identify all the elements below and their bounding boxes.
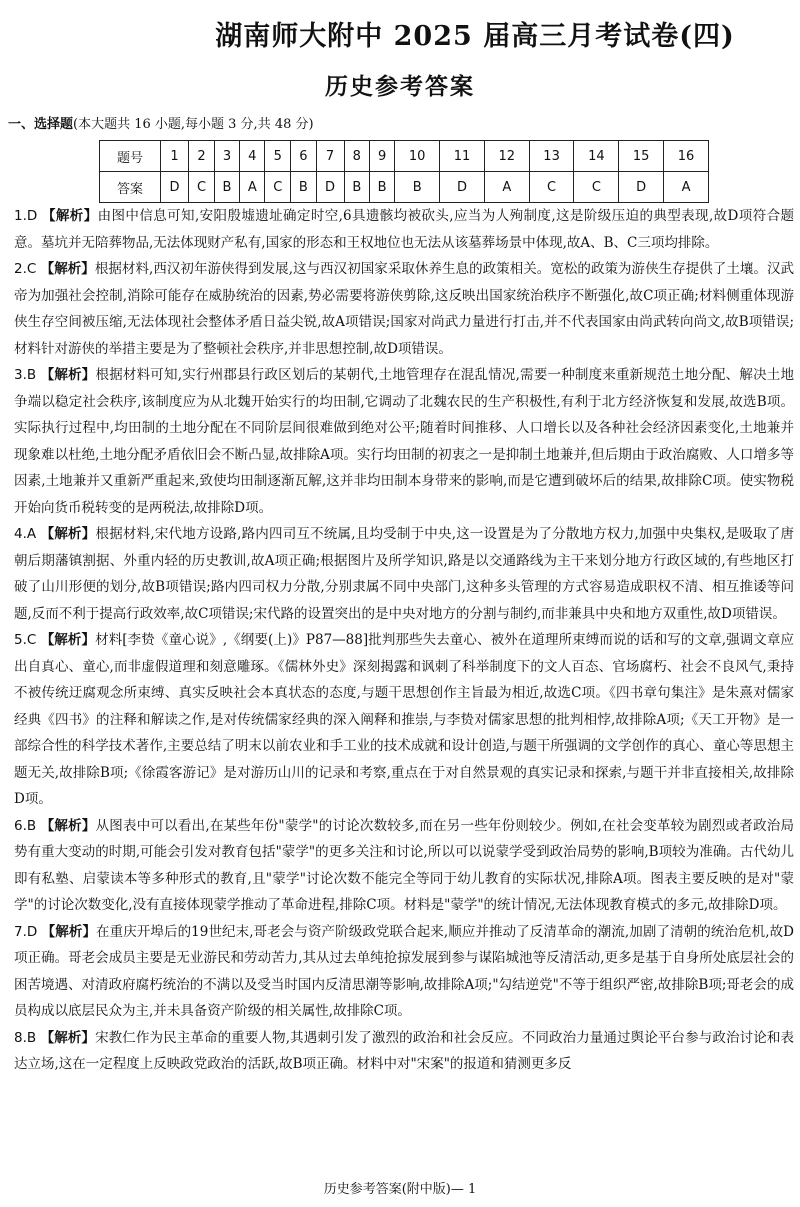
answer-cell: A [664,172,709,203]
explanation-text: 由图中信息可知,安阳殷墟遗址确定时空,6具遗骸均被砍头,应当为人殉制度,这是阶级压迫的典型表现,故D项符合题意。墓坑并无陪葬物品,无法体现财产私有,国家的形态和王权地位也无法从该墓葬场景中体现,故A、B、C三项均排除。 [14,208,795,251]
answer-cell: A [484,172,529,203]
answer-cell: D [161,172,189,203]
explanations [14,203,794,1078]
question-number-cell: 11 [440,141,485,172]
question-number-cell: 14 [574,141,619,172]
question-number-cell: 5 [265,141,291,172]
question-number-cell: 3 [214,141,239,172]
question-number-cell: 1 [161,141,189,172]
explanation-item [14,521,794,627]
answer-cell: C [189,172,215,203]
question-answer-label: 5.C [14,632,37,648]
exam-title: 湖南师大附中 2025 届高三月考试卷(四) [215,21,735,52]
answer-cell: D [619,172,664,203]
answer-cell: B [369,172,394,203]
explanation-text: 根据材料可知,实行州郡县行政区划后的某朝代,土地管理存在混乱情况,需要一种制度来重新规范土地分配、解决土地争端以稳定社会秩序,该制度应为从北魏开始实行的均田制,它调动了北魏农民的生产积极性,有利于北方经济恢复和发展,故选B项。实际执行过程中,均田制的土地分配在不同阶层间很难做到绝对公平;随着时间推移、人口增长以及各种社会经济因素变化,土地兼并现象难以杜绝,土地分配矛盾依旧会不断凸显,故排除A项。实行均田制的初衷之一是抑制土地兼并,但后期由于政治腐败、人口增多等因素,土地兼并又重新严重起来,致使均田制逐渐瓦解,这并非均田制本身带来的影响,而是它遭到破坏后的结果,故排除C项。使实物税开始向货币税转变的是两税法,故排除D项。 [14,367,795,516]
analysis-tag: 【解析】 [40,1029,96,1046]
question-number-cell: 13 [529,141,574,172]
question-answer-label: 1.D [14,208,38,224]
answer-cell: D [440,172,485,203]
analysis-tag: 【解析】 [40,817,96,834]
analysis-tag: 【解析】 [41,208,98,224]
answer-cell: B [214,172,239,203]
explanation-text: 宋教仁作为民主革命的重要人物,其遇刺引发了激烈的政治和社会反应。不同政治力量通过舆论平台参与政治讨论和表达立场,这在一定程度上反映政党政治的活跃,故B项正确。材料中对"宋案"的报道和猜测更多反 [14,1029,794,1072]
answer-cell: B [291,172,316,203]
answer-subtitle: 历史参考答案 [325,73,475,100]
row-label-number: 题号 [100,141,161,172]
question-number-cell: 6 [291,141,316,172]
question-number-cell: 15 [619,141,664,172]
analysis-tag: 【解析】 [41,923,97,940]
question-number-row [100,141,709,172]
explanation-item [14,362,794,521]
question-number-cell: 12 [484,141,529,172]
answer-cell: C [529,172,574,203]
answer-table [99,140,709,203]
row-label-answer: 答案 [100,172,161,203]
explanation-item [14,256,794,362]
question-number-cell: 8 [344,141,369,172]
answer-cell: D [316,172,344,203]
question-number-cell: 2 [189,141,215,172]
analysis-tag: 【解析】 [40,526,96,542]
explanation-item [14,813,794,919]
analysis-tag: 【解析】 [40,261,95,277]
explanation-text: 根据材料,宋代地方设路,路内四司互不统属,且均受制于中央,这一设置是为了分散地方权力,加强中央集权,是吸取了唐朝后期藩镇割据、外重内轻的历史教训,故A项正确;根据图片及所学知识,路是以交通路线为主干来划分地方行政区域的,有些地区打破了山川形便的划分,故B项错误;路内四司权力分散,分别隶属不同中央部门,这种多头管理的方式容易造成职权不清、相互推诿等问题,反而不利于提高行政效率,故C项错误;宋代路的设置突出的是中央对地方的分割与制约,而非兼具中央和地方双重性,故D项错误。 [14,526,795,622]
answer-cell: A [240,172,265,203]
question-number-cell: 7 [316,141,344,172]
question-number-cell: 4 [240,141,265,172]
answer-cell: B [344,172,369,203]
question-answer-label: 8.B [14,1029,37,1046]
question-answer-label: 2.C [14,261,37,277]
question-number-cell: 16 [664,141,709,172]
question-answer-label: 6.B [14,817,37,834]
answer-row [100,172,709,203]
page-footer: 历史参考答案(附中版)— 1 [323,1182,477,1197]
explanation-item [14,1025,794,1078]
section-label: 一、选择题 [8,117,74,132]
explanation-text: 在重庆开埠后的19世纪末,哥老会与资产阶级政党联合起来,顺应并推动了反清革命的潮流,加剧了清朝的统治危机,故D项正确。哥老会成员主要是无业游民和劳动苦力,其从过去单纯抢掠发展到参与谋陷城池等反清活动,更多是基于自身所处底层社会的困苦境遇、对清政府腐朽统治的不满以及受当时国内反清思潮等影响,故排除A项;"勾结逆党"不等于组织严密,故排除B项;哥老会的成员构成以底层民众为主,并未具备资产阶级的相关属性,故排除C项。 [14,923,795,1019]
question-number-cell: 10 [395,141,440,172]
answer-cell: C [265,172,291,203]
explanation-text: 从图表中可以看出,在某些年份"蒙学"的讨论次数较多,而在另一些年份则较少。例如,在社会变革较为剧烈或者政治局势有重大变动的时期,可能会引发对教育包括"蒙学"的更多关注和讨论,所以可以说蒙学受到政治局势的影响,B项较为准确。古代幼儿即有私塾、启蒙读本等多种形式的教育,且"蒙学"讨论次数不能完全等同于幼儿教育的实际状况,排除A项。图表主要反映的是对"蒙学"的讨论次数变化,没有直接体现蒙学推动了革命进程,排除C项。材料是"蒙学"的统计情况,无法体现教育模式的多元,故排除D项。 [14,817,795,913]
analysis-tag: 【解析】 [40,367,96,383]
section-note: (本大题共 16 小题,每小题 3 分,共 48 分) [73,117,314,132]
answer-cell: B [395,172,440,203]
question-answer-label: 4.A [14,526,37,542]
explanation-item [14,627,794,813]
question-answer-label: 3.B [14,367,37,383]
explanation-item [14,203,794,256]
question-number-cell: 9 [369,141,394,172]
explanation-text: 材料[李贽《童心说》,《纲要(上)》P87—88]批判那些失去童心、被外在道理所束缚而说的话和写的文章,强调文章应出自真心、童心,而非虚假道理和刻意雕琢。《儒林外史》深刻揭露和讽刺了科举制度下的文人百态、官场腐朽、社会不良风气,秉持不被传统迂腐观念所束缚、真实反映社会本真状态的态度,与题干思想创作主旨最为相近,故选C项。《四书章句集注》是朱熹对儒家经典《四书》的注释和解读之作,是对传统儒家经典的深入阐释和推崇,与李贽对儒家思想的批判相悖,故排除A项;《天工开物》是一部综合性的科学技术著作,主要总结了明末以前农业和手工业的技术成就和设计创造,与题干所强调的文学创作的真心、童心等思想主题无关,故排除B项;《徐霞客游记》是对游历山川的记录和考察,重点在于对自然景观的真实记录和探索,与题干并非直接相关,故排除D项。 [14,632,794,807]
explanation-item [14,919,794,1025]
question-answer-label: 7.D [14,923,38,940]
analysis-tag: 【解析】 [40,632,96,648]
explanation-text: 根据材料,西汉初年游侠得到发展,这与西汉初国家采取休养生息的政策相关。宽松的政策为游侠生存提供了土壤。汉武帝为加强社会控制,消除可能存在威胁统治的因素,势必需要将游侠剪除,这反映出国家统治秩序不断强化,故C项正确;材料侧重体现游侠生存空间被压缩,无法体现社会整体矛盾日益尖锐,故A项错误;国家对尚武力量进行打击,并不代表国家由尚武转向尚文,故B项错误;材料针对游侠的举措主要是为了整顿社会秩序,并非思想控制,故D项错误。 [14,261,795,357]
answer-cell: C [574,172,619,203]
section-heading [8,113,314,132]
